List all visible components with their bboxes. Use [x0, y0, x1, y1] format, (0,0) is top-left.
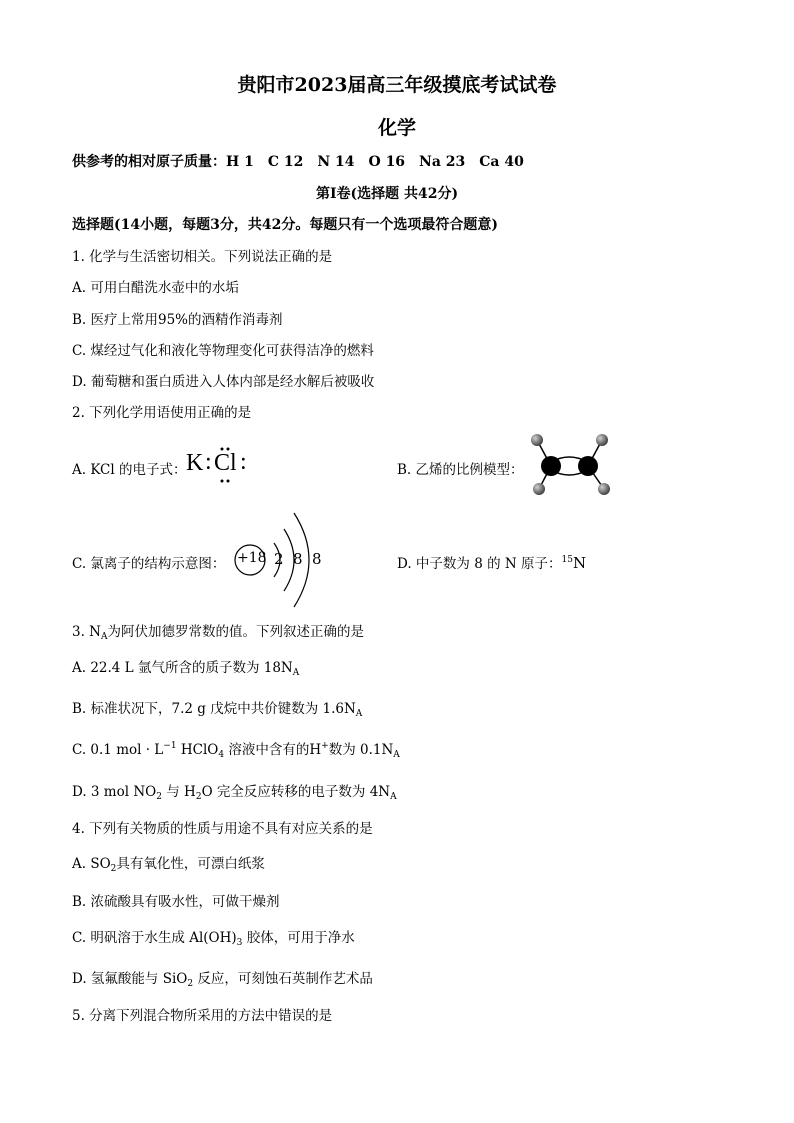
q4-a-text-1: A. SO [72, 856, 111, 872]
q3-c-text-1: C. 0.1 mol · L [72, 742, 164, 758]
nucleus-charge: +18 [237, 550, 267, 566]
q2-c-label: C. 氯离子的结构示意图： [72, 556, 226, 572]
q3-stem-sub: A [100, 632, 108, 642]
q3-c-text-2: HClO [176, 742, 219, 758]
q3-d-sub-1: 2 [156, 792, 162, 802]
page-title: 贵阳市2023届高三年级摸底考试试卷 [237, 74, 557, 96]
electron-dots [184, 446, 254, 486]
section-intro: 选择题(14小题，每题3分，共42分。每题只有一个选项最符合题意) [72, 217, 498, 233]
atomic-masses: 供参考的相对原子质量：H 1 C 12 N 14 O 16 Na 23 Ca 40 [72, 154, 524, 170]
q1-stem: 1. 化学与生活密切相关。下列说法正确的是 [72, 249, 333, 265]
q2-option-a [72, 458, 187, 478]
q3-stem [72, 620, 364, 642]
part-heading: 第Ⅰ卷(选择题 共42分) [316, 186, 459, 202]
q4-option-d [72, 967, 373, 989]
q2-b-label: B. 乙烯的比例模型： [397, 462, 524, 478]
mass-number: 15 [561, 555, 573, 565]
k-symbol: K [186, 450, 204, 476]
q1-option-c: C. 煤经过气化和液化等物理变化可获得洁净的燃料 [72, 343, 374, 359]
q2-stem: 2. 下列化学用语使用正确的是 [72, 405, 252, 421]
q3-c-sub-2: A [393, 750, 400, 760]
q4-stem: 4. 下列有关物质的性质与用途不具有对应关系的是 [72, 821, 373, 837]
q3-a-sub: A [292, 668, 300, 678]
q1-option-a: A. 可用白醋洗水壶中的水垢 [72, 280, 239, 296]
q3-option-a [72, 656, 299, 678]
q3-d-text-2: 与 H [161, 784, 196, 800]
q4-c-sub: 3 [236, 938, 243, 948]
q3-option-d [72, 780, 397, 802]
shell-3-electrons: 8 [312, 550, 322, 568]
subject-title: 化学 [377, 117, 416, 139]
q4-option-a [72, 852, 265, 874]
q4-c-text-1: C. 明矾溶于水生成 Al(OH) [72, 930, 237, 946]
q2-option-b [397, 458, 524, 478]
q3-d-text-1: D. 3 mol NO [72, 784, 157, 800]
shell-1-electrons: 2 [274, 550, 284, 568]
q3-option-b [72, 697, 362, 719]
kcl-electron-formula [184, 446, 254, 486]
q3-d-sub-3: A [390, 792, 397, 802]
q3-c-sup-1: −1 [163, 741, 177, 751]
q4-d-text-2: 反应，可刻蚀石英制作艺术品 [193, 971, 373, 987]
q4-option-b: B. 浓硫酸具有吸水性，可做干燥剂 [72, 894, 280, 910]
colon-2: : [240, 449, 247, 475]
q3-c-text-3: 溶液中含有的H [224, 742, 322, 758]
q2-option-d [397, 552, 586, 572]
q3-c-text-4: 数为 0.1N [328, 742, 394, 758]
cl-symbol: Cl [214, 450, 237, 476]
q2-d-label: D. 中子数为 8 的 N 原子： [397, 556, 562, 572]
colon-1: : [205, 449, 212, 475]
q3-b-sub: A [355, 709, 363, 719]
q4-option-c [72, 926, 355, 948]
q2-a-label: A. KCl 的电子式： [72, 462, 187, 478]
q3-d-sub-2: 2 [195, 792, 202, 802]
q2-option-c [72, 552, 225, 572]
q5-stem: 5. 分离下列混合物所采用的方法中错误的是 [72, 1008, 333, 1024]
q3-stem-pre: 3. N [72, 624, 101, 640]
q3-b-text: B. 标准状况下，7.2 g 戊烷中共价键数为 1.6N [72, 701, 356, 717]
ethylene-space-filling-model [525, 430, 615, 498]
q4-d-text-1: D. 氢氟酸能与 SiO [72, 971, 188, 987]
q1-option-b: B. 医疗上常用95%的酒精作消毒剂 [72, 312, 283, 328]
q3-c-sub-1: 4 [218, 750, 225, 760]
q4-a-sub: 2 [110, 864, 117, 874]
chloride-ion-structure-diagram [228, 505, 328, 615]
q4-c-text-2: 胶体，可用于净水 [242, 930, 355, 946]
shell-2-electrons: 8 [293, 550, 303, 568]
q3-d-text-3: O 完全反应转移的电子数为 4N [201, 784, 391, 800]
q4-a-text-2: 具有氧化性，可漂白纸浆 [116, 856, 265, 872]
q3-a-text: A. 22.4 L 氩气所含的质子数为 18N [72, 660, 293, 676]
nitrogen-symbol: N [572, 554, 587, 572]
q4-d-sub: 2 [187, 979, 194, 989]
q3-c-sup-2: + [321, 741, 329, 751]
q3-option-c [72, 738, 400, 760]
q3-stem-post: 为阿伏加德罗常数的值。下列叙述正确的是 [107, 624, 364, 640]
q1-option-d: D. 葡萄糖和蛋白质进入人体内部是经水解后被吸收 [72, 374, 375, 390]
